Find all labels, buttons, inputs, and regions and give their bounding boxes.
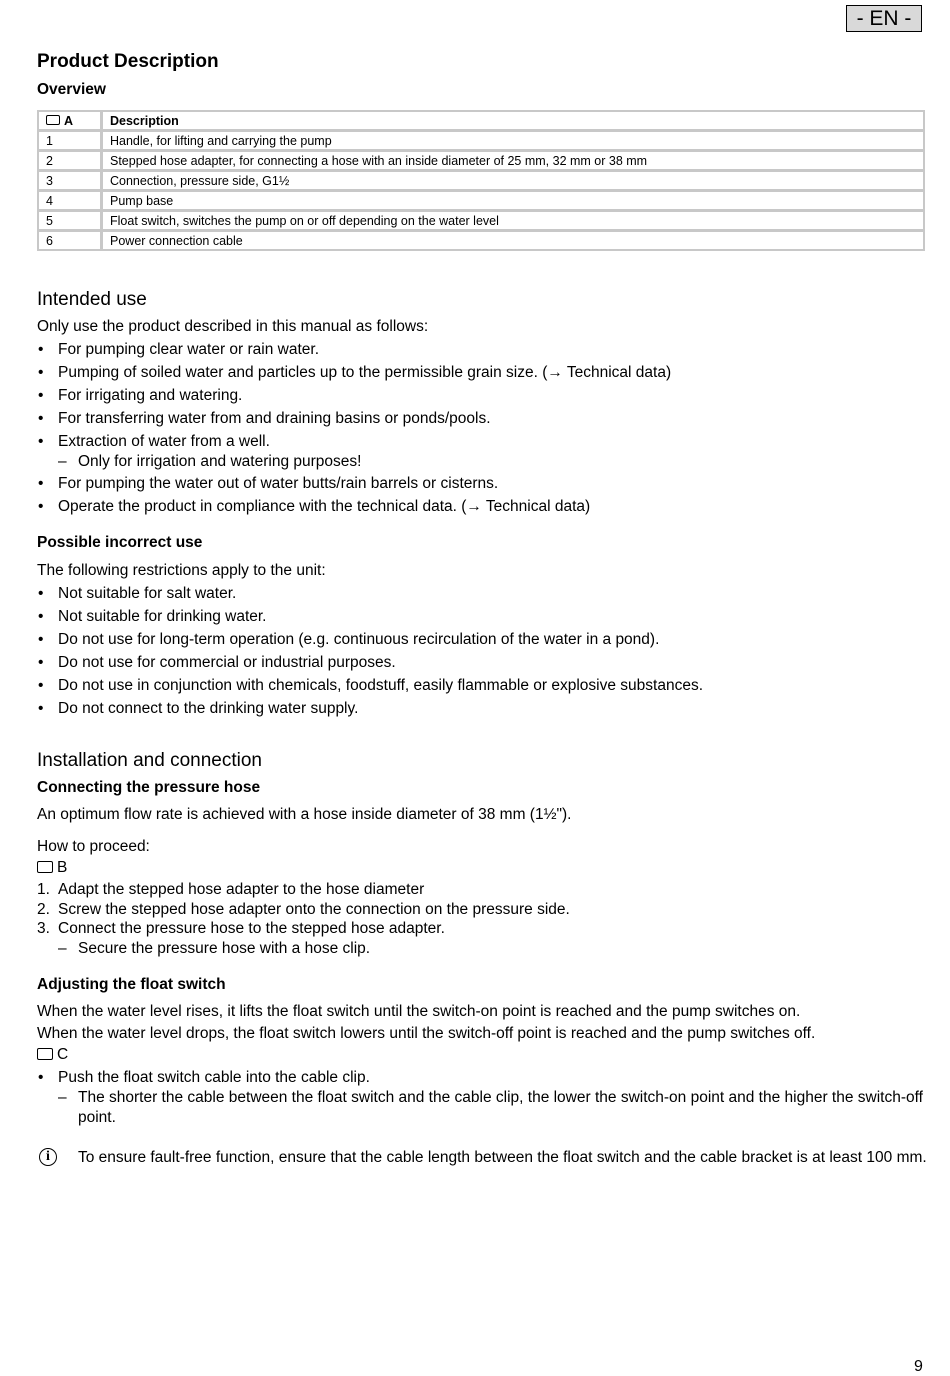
step-text: Screw the stepped hose adapter onto the connection on the pressure side. bbox=[58, 900, 570, 918]
list-item: • For pumping the water out of water butts/rain barrels or cisterns. bbox=[37, 474, 927, 494]
intended-use-list bbox=[37, 340, 927, 520]
float-switch-text-2: When the water level drops, the float switch lowers until the switch-off point is reached and the pump switches off. bbox=[37, 1025, 816, 1042]
step-item bbox=[37, 880, 927, 900]
figure-reference-c bbox=[37, 1045, 68, 1065]
table-cell-number: 5 bbox=[39, 212, 103, 232]
table-cell-description: Connection, pressure side, G1½ bbox=[103, 172, 923, 192]
table-row bbox=[39, 232, 923, 249]
how-to-proceed: How to proceed: bbox=[37, 838, 150, 855]
step-text: Connect the pressure hose to the stepped hose adapter. bbox=[58, 920, 445, 937]
table-header-figure-label: A bbox=[64, 113, 74, 128]
list-item: • Do not connect to the drinking water supply. bbox=[37, 699, 927, 719]
step-item bbox=[37, 919, 927, 939]
float-switch-text-1: When the water level rises, it lifts the float switch until the switch-on point is reached and the pump switches on. bbox=[37, 1003, 801, 1020]
float-switch-list bbox=[37, 1068, 927, 1128]
info-note-text: To ensure fault-free function, ensure that the cable length between the float switch and the cable bracket is at least 100 mm. bbox=[78, 1149, 927, 1166]
list-item: • Pumping of soiled water and particles up to the permissible grain size. (→ Technical data) bbox=[37, 363, 927, 383]
figure-label: C bbox=[57, 1046, 69, 1063]
list-item: • Extraction of water from a well. bbox=[37, 432, 927, 452]
section-title-intended-use: Intended use bbox=[37, 289, 147, 310]
step-item bbox=[37, 900, 927, 920]
page-number: 9 bbox=[914, 1358, 923, 1375]
table-row bbox=[39, 172, 923, 192]
info-icon: i bbox=[39, 1148, 57, 1166]
table-row bbox=[39, 132, 923, 152]
step-number: 1. bbox=[37, 881, 50, 898]
table-cell-number: 6 bbox=[39, 232, 103, 249]
table-row bbox=[39, 152, 923, 172]
list-item: • Do not use for long-term operation (e.g. continuous recirculation of the water in a pond). bbox=[37, 630, 927, 650]
table-header-figure bbox=[39, 112, 103, 132]
table-header-row bbox=[39, 112, 923, 132]
subsection-title-overview: Overview bbox=[37, 81, 106, 98]
table-cell-description: Handle, for lifting and carrying the pump bbox=[103, 132, 923, 152]
info-note bbox=[37, 1148, 927, 1168]
step-subitem: – Secure the pressure hose with a hose clip. bbox=[37, 939, 927, 959]
incorrect-use-list bbox=[37, 584, 927, 722]
incorrect-use-intro: The following restrictions apply to the unit: bbox=[37, 562, 326, 579]
step-text: Adapt the stepped hose adapter to the hose diameter bbox=[58, 881, 425, 898]
list-item: • For pumping clear water or rain water. bbox=[37, 340, 927, 360]
subsection-title-pressure-hose: Connecting the pressure hose bbox=[37, 779, 261, 796]
pressure-hose-text: An optimum flow rate is achieved with a hose inside diameter of 38 mm (1½"). bbox=[37, 806, 572, 823]
section-title-installation: Installation and connection bbox=[37, 750, 262, 771]
table-cell-description: Pump base bbox=[103, 192, 923, 212]
table-cell-number: 2 bbox=[39, 152, 103, 172]
table-cell-number: 4 bbox=[39, 192, 103, 212]
figure-reference-icon bbox=[37, 1048, 53, 1060]
pressure-hose-steps bbox=[37, 880, 927, 959]
table-cell-number: 1 bbox=[39, 132, 103, 152]
figure-reference-icon bbox=[46, 115, 60, 125]
list-item: • Not suitable for drinking water. bbox=[37, 607, 927, 627]
list-subitem: – Only for irrigation and watering purposes! bbox=[37, 452, 927, 472]
list-item: • Operate the product in compliance with the technical data. (→ Technical data) bbox=[37, 497, 927, 517]
list-item: • For irrigating and watering. bbox=[37, 386, 927, 406]
table-cell-number: 3 bbox=[39, 172, 103, 192]
list-subitem: – The shorter the cable between the float switch and the cable clip, the lower the switch-on point and the higher the switch-off point. bbox=[37, 1088, 927, 1128]
language-badge: - EN - bbox=[846, 5, 922, 32]
table-cell-description: Power connection cable bbox=[110, 233, 243, 248]
figure-label: B bbox=[57, 859, 68, 876]
subsection-title-float-switch: Adjusting the float switch bbox=[37, 976, 226, 993]
list-item: • Push the float switch cable into the cable clip. bbox=[37, 1068, 927, 1088]
intended-use-intro: Only use the product described in this manual as follows: bbox=[37, 318, 429, 335]
list-item: • Do not use in conjunction with chemicals, foodstuff, easily flammable or explosive substances. bbox=[37, 676, 927, 696]
list-item: • Not suitable for salt water. bbox=[37, 584, 927, 604]
list-item: • For transferring water from and draining basins or ponds/pools. bbox=[37, 409, 927, 429]
figure-reference-b bbox=[37, 858, 67, 878]
table-cell-description: Stepped hose adapter, for connecting a hose with an inside diameter of 25 mm, 32 mm or 38 mm bbox=[103, 152, 923, 172]
step-number: 3. bbox=[37, 920, 50, 937]
table-cell-description: Float switch, switches the pump on or off depending on the water level bbox=[103, 212, 923, 232]
figure-reference-icon bbox=[37, 861, 53, 873]
table-header-description: Description bbox=[103, 112, 923, 132]
step-number: 2. bbox=[37, 900, 50, 918]
table-row bbox=[39, 192, 923, 212]
list-item: • Do not use for commercial or industrial purposes. bbox=[37, 653, 927, 673]
overview-table bbox=[37, 110, 925, 251]
table-row bbox=[39, 212, 923, 232]
section-title-product-description: Product Description bbox=[37, 51, 219, 72]
subsection-title-incorrect-use: Possible incorrect use bbox=[37, 534, 203, 551]
